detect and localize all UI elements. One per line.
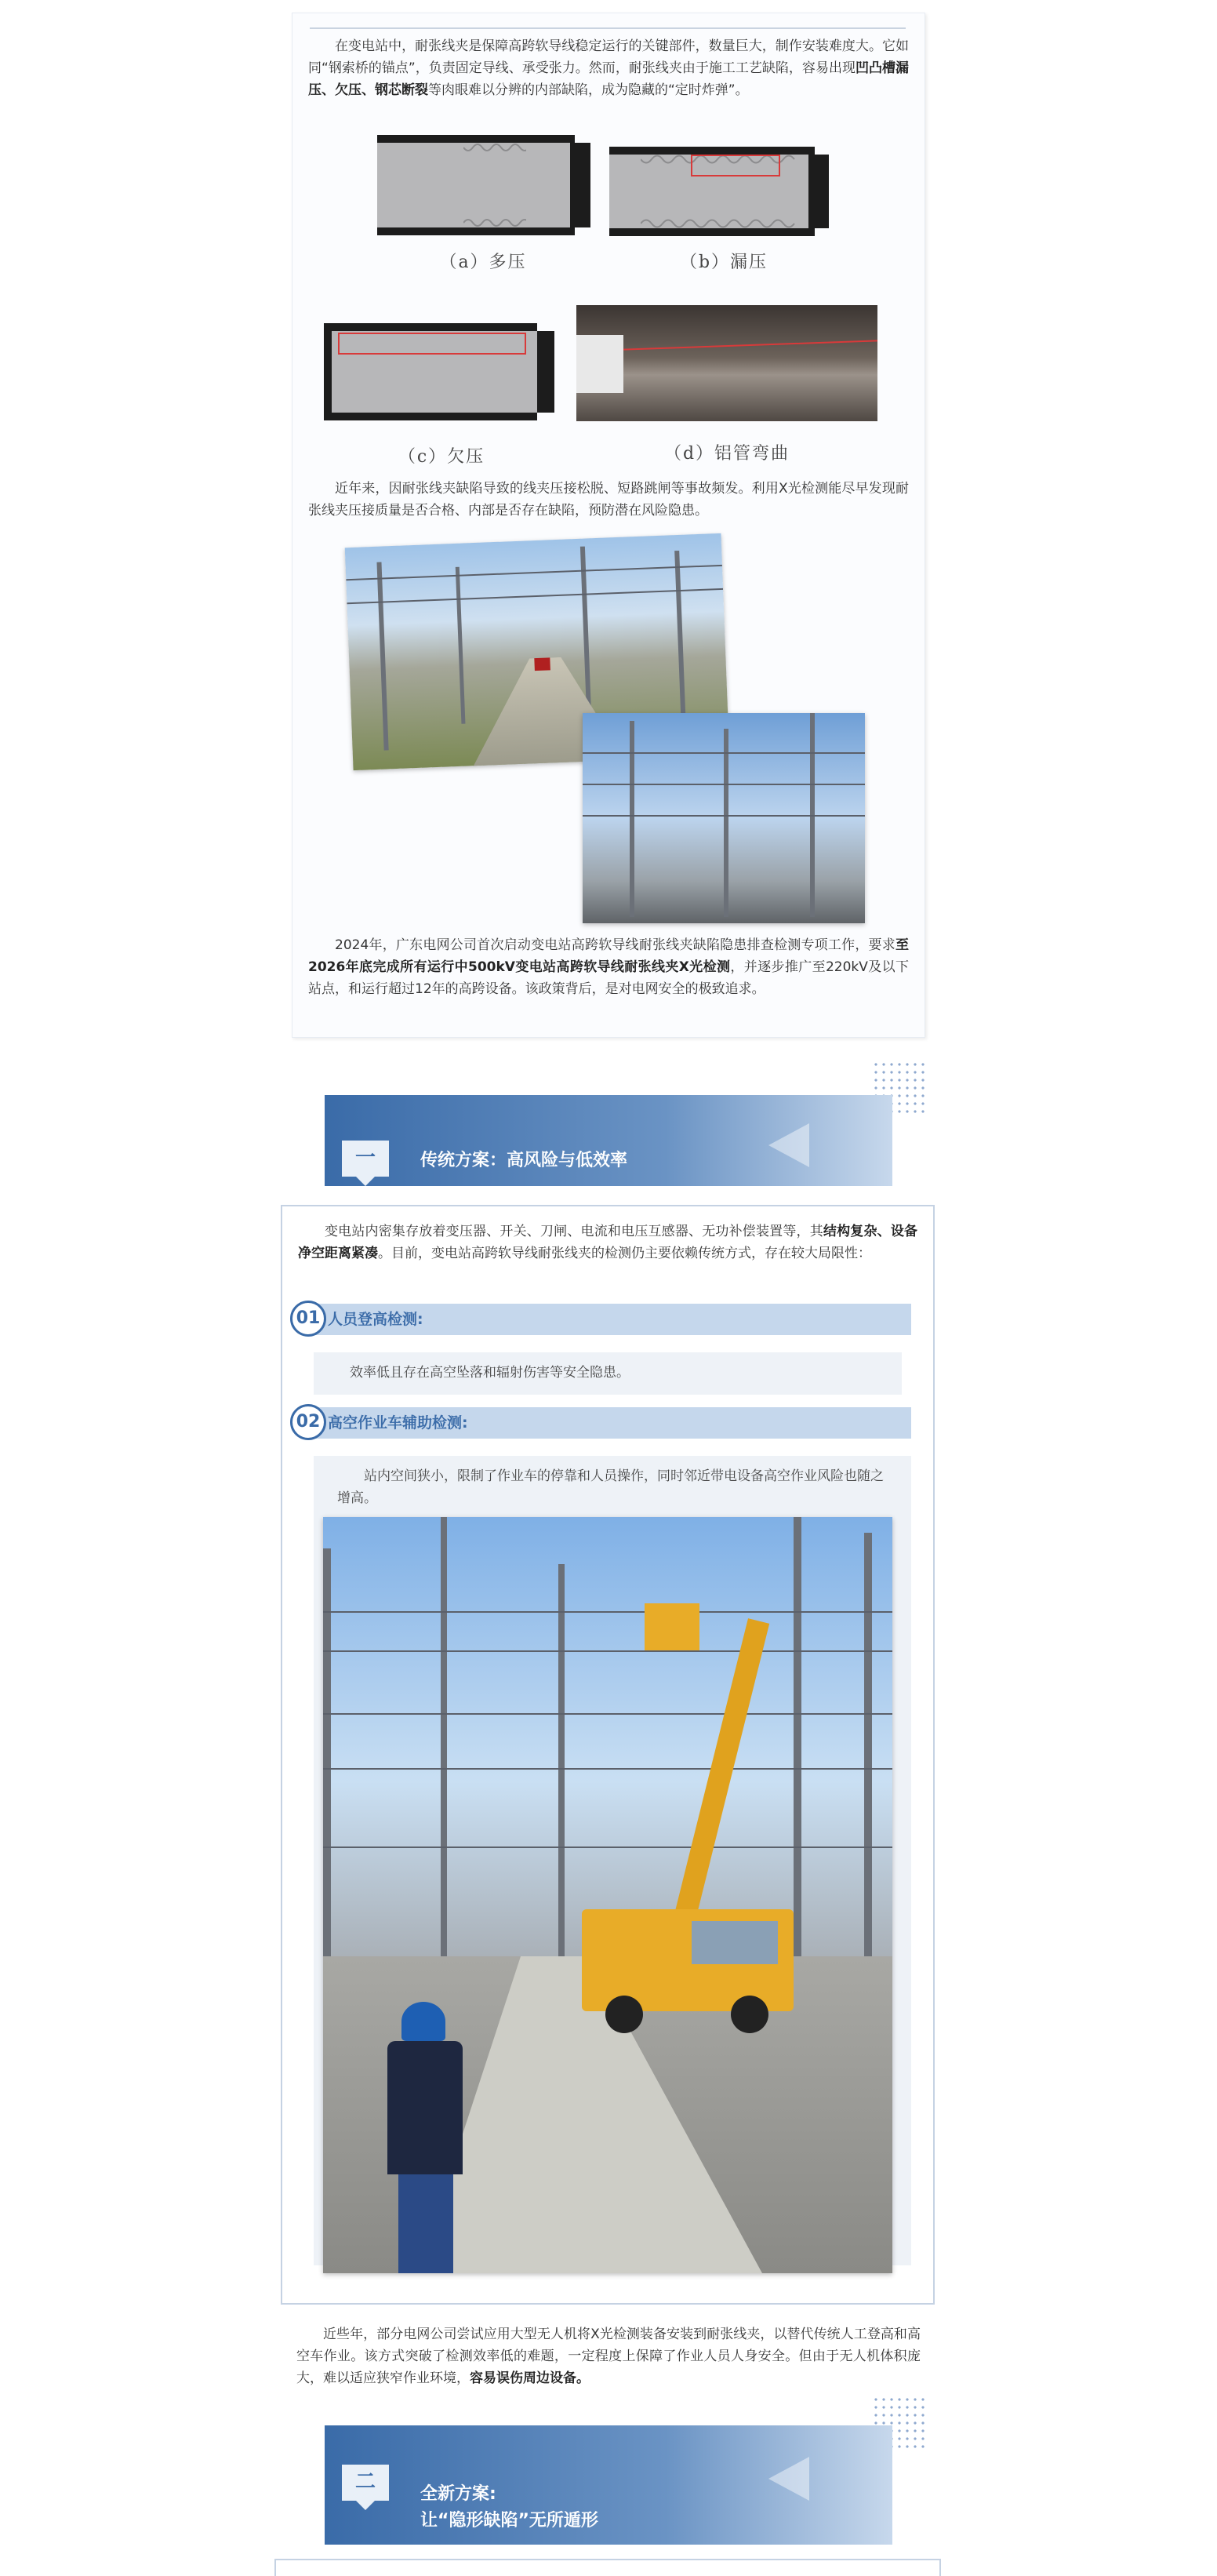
play-triangle-icon-2 — [768, 2457, 809, 2501]
item-2-number: 02 — [290, 1404, 326, 1440]
section-2-badge: 二 — [342, 2465, 389, 2501]
figure-d-image — [576, 305, 877, 421]
intro-paragraph-2: 近年来，因耐张线夹缺陷导致的线夹压接松脱、短路跳闸等事故频发。利用X光检测能尽早发现耐张线夹压接质量是否合格、内部是否存在缺陷，预防潜在风险隐患。 — [308, 481, 909, 518]
figure-a-grooves — [463, 143, 526, 227]
traditional-methods-card — [281, 1205, 935, 2305]
item-1-text: 效率低且存在高空坠落和辐射伤害等安全隐患。 — [314, 1352, 902, 1395]
figure-a-image — [377, 135, 590, 237]
section-1-badge: 一 — [342, 1141, 389, 1177]
intro-paragraph-1: 在变电站中，耐张线夹是保障高跨软导线稳定运行的关键部件，数量巨大，制作安装难度大。它如同“钢索桥的锚点”，负责固定导线、承受张力。然而，耐张线夹由于施工工艺缺陷，容易出现凹凸槽漏压、欠压、钢芯断裂等肉眼难以分辨的内部缺陷，成为隐藏的“定时炸弹”。 — [308, 38, 909, 98]
figure-c-highlight — [338, 333, 526, 355]
intro-card — [292, 13, 925, 1038]
figure-a-caption: （a）多压 — [439, 253, 527, 272]
play-triangle-icon — [768, 1123, 809, 1167]
figure-b-caption: （b）漏压 — [679, 253, 768, 272]
intro-paragraph-3: 2024年，广东电网公司首次启动变电站高跨软导线耐张线夹缺陷隐患排查检测专项工作，要求至2026年底完成所有运行中500kV变电站高跨软导线耐张线夹X光检测，并逐步推广至220kV及以下站点，和运行超过12年的高跨设备。该政策背后，是对电网安全的极致追求。 — [308, 937, 910, 997]
section-2-banner — [325, 2425, 892, 2545]
top-divider — [310, 27, 906, 29]
next-card-edge — [274, 2559, 941, 2576]
item-1-title: 人员登高检测: — [314, 1304, 911, 1335]
figure-b-highlight — [691, 155, 780, 176]
aerial-work-vehicle-photo — [323, 1517, 892, 2273]
item-1-number: 01 — [290, 1301, 326, 1337]
figure-c-image — [324, 323, 559, 425]
section-2-title-line1: 全新方案: — [420, 2484, 496, 2504]
item-2-text: 站内空间狭小，限制了作业车的停靠和人员操作，同时邻近带电设备高空作业风险也随之增高。 — [337, 1468, 884, 1506]
section-1-intro: 变电站内密集存放着变压器、开关、刀闸、电流和电压互感器、无功补偿装置等，其结构复杂、设备净空距离紧凑。目前，变电站高跨软导线耐张线夹的检测仍主要依赖传统方式，存在较大局限性： — [298, 1224, 918, 1261]
section-1-title: 传统方案：高风险与低效率 — [420, 1151, 628, 1170]
figure-d-caption: （d）铝管弯曲 — [663, 444, 790, 464]
item-2-title: 高空作业车辅助检测: — [314, 1407, 911, 1439]
figure-c-caption: （c）欠压 — [398, 447, 485, 467]
drone-paragraph: 近些年，部分电网公司尝试应用大型无人机将X光检测装备安装到耐张线夹，以替代传统人工登高和高空车作业。该方式突破了检测效率低的难题，一定程度上保障了作业人员人身安全。但由于无人机体积庞大，难以适应狭窄作业环境，容易误伤周边设备。 — [296, 2327, 921, 2386]
figure-b-image — [609, 147, 830, 241]
section-1-banner — [325, 1095, 892, 1186]
section-2-title-line2: 让“隐形缺陷”无所遁形 — [420, 2511, 598, 2531]
substation-photo-2 — [583, 713, 865, 923]
